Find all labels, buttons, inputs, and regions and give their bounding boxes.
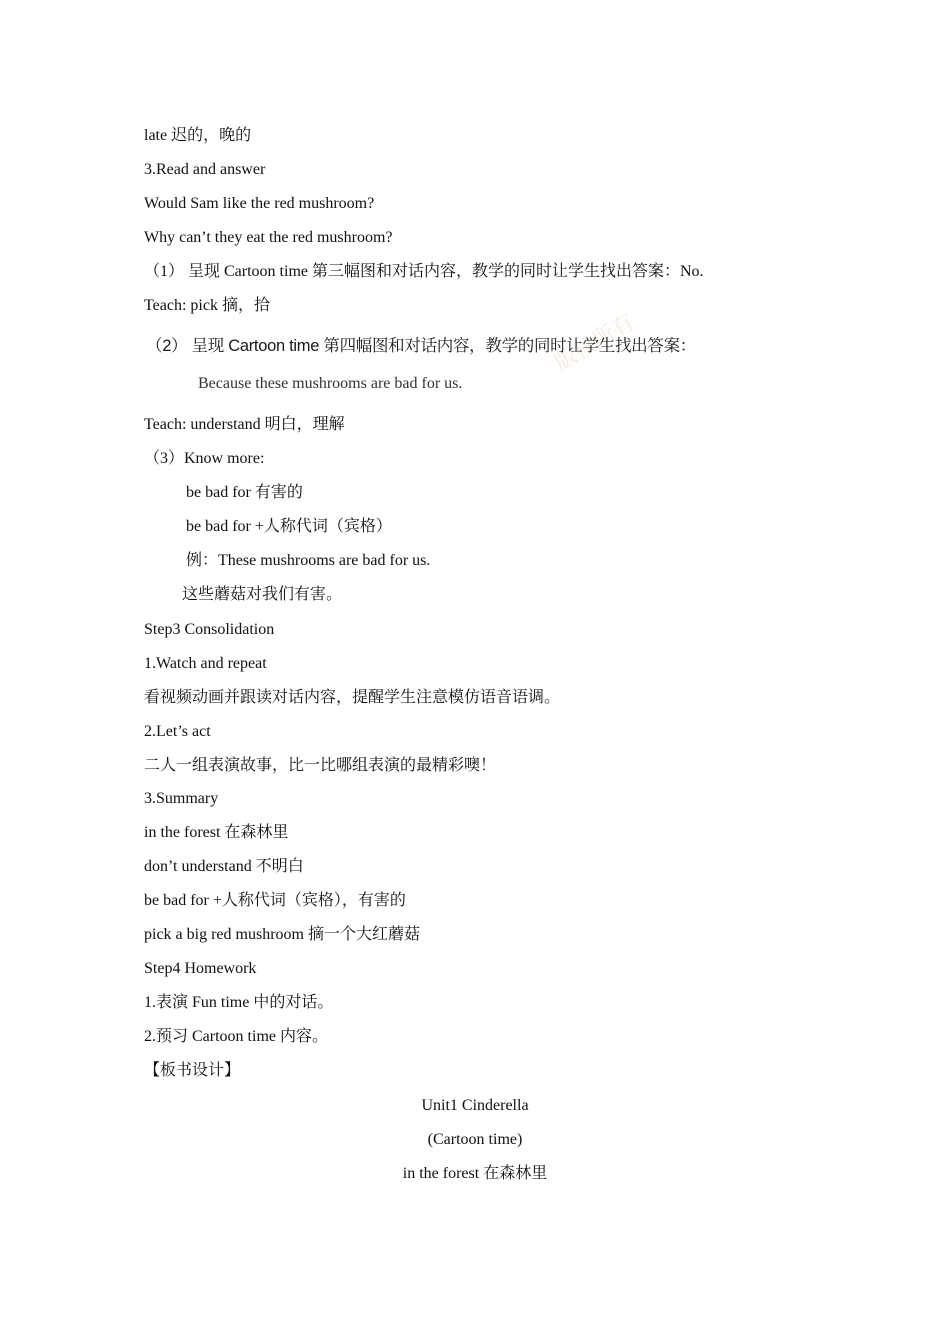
question-1: Would Sam like the red mushroom? bbox=[144, 195, 375, 212]
summary-heading: 3.Summary bbox=[144, 790, 219, 807]
watermark: 版权所有 bbox=[550, 310, 640, 376]
know-more-1: be bad for 有害的 bbox=[186, 484, 303, 501]
teach-understand: Teach: understand 明白，理解 bbox=[144, 416, 345, 433]
summary-1: in the forest 在森林里 bbox=[144, 824, 289, 841]
homework-2: 2.预习 Cartoon time 内容。 bbox=[144, 1028, 328, 1045]
know-more-2: be bad for +人称代词（宾格） bbox=[186, 518, 392, 535]
lets-act-desc: 二人一组表演故事，比一比哪组表演的最精彩噢！ bbox=[144, 757, 497, 774]
know-more-example: 例：These mushrooms are bad for us. bbox=[186, 552, 431, 569]
summary-2: don’t understand 不明白 bbox=[144, 858, 304, 875]
know-more-heading: （3）Know more: bbox=[144, 450, 265, 467]
homework-1: 1.表演 Fun time 中的对话。 bbox=[144, 994, 334, 1011]
summary-3: be bad for +人称代词（宾格），有害的 bbox=[144, 892, 406, 909]
teach-pick: Teach: pick 摘，拾 bbox=[144, 297, 270, 314]
step-2-answer: Because these mushrooms are bad for us. bbox=[198, 375, 463, 392]
board-subtitle: (Cartoon time) bbox=[427, 1131, 523, 1148]
know-more-translation: 这些蘑菇对我们有害。 bbox=[182, 586, 343, 603]
summary-4: pick a big red mushroom 摘一个大红蘑菇 bbox=[144, 926, 420, 943]
watch-and-repeat-desc: 看视频动画并跟读对话内容，提醒学生注意模仿语音语调。 bbox=[144, 689, 561, 706]
question-2: Why can’t they eat the red mushroom? bbox=[144, 229, 393, 246]
board-title: Unit1 Cinderella bbox=[421, 1097, 529, 1114]
vocab-late: late 迟的，晚的 bbox=[144, 127, 252, 144]
step3-heading: Step3 Consolidation bbox=[144, 621, 275, 638]
step4-heading: Step4 Homework bbox=[144, 960, 257, 977]
board-line-1: in the forest 在森林里 bbox=[402, 1165, 548, 1182]
step-1-text: （1） 呈现 Cartoon time 第三幅图和对话内容，教学的同时让学生找出答案：No. bbox=[144, 263, 704, 280]
step-2-text: （2） 呈现 Cartoon time 第四幅图和对话内容，教学的同时让学生找出答案： bbox=[146, 337, 696, 355]
board-design-heading: 【板书设计】 bbox=[144, 1062, 241, 1079]
lets-act: 2.Let’s act bbox=[144, 723, 211, 740]
watch-and-repeat: 1.Watch and repeat bbox=[144, 655, 267, 672]
section-read-and-answer: 3.Read and answer bbox=[144, 161, 266, 178]
